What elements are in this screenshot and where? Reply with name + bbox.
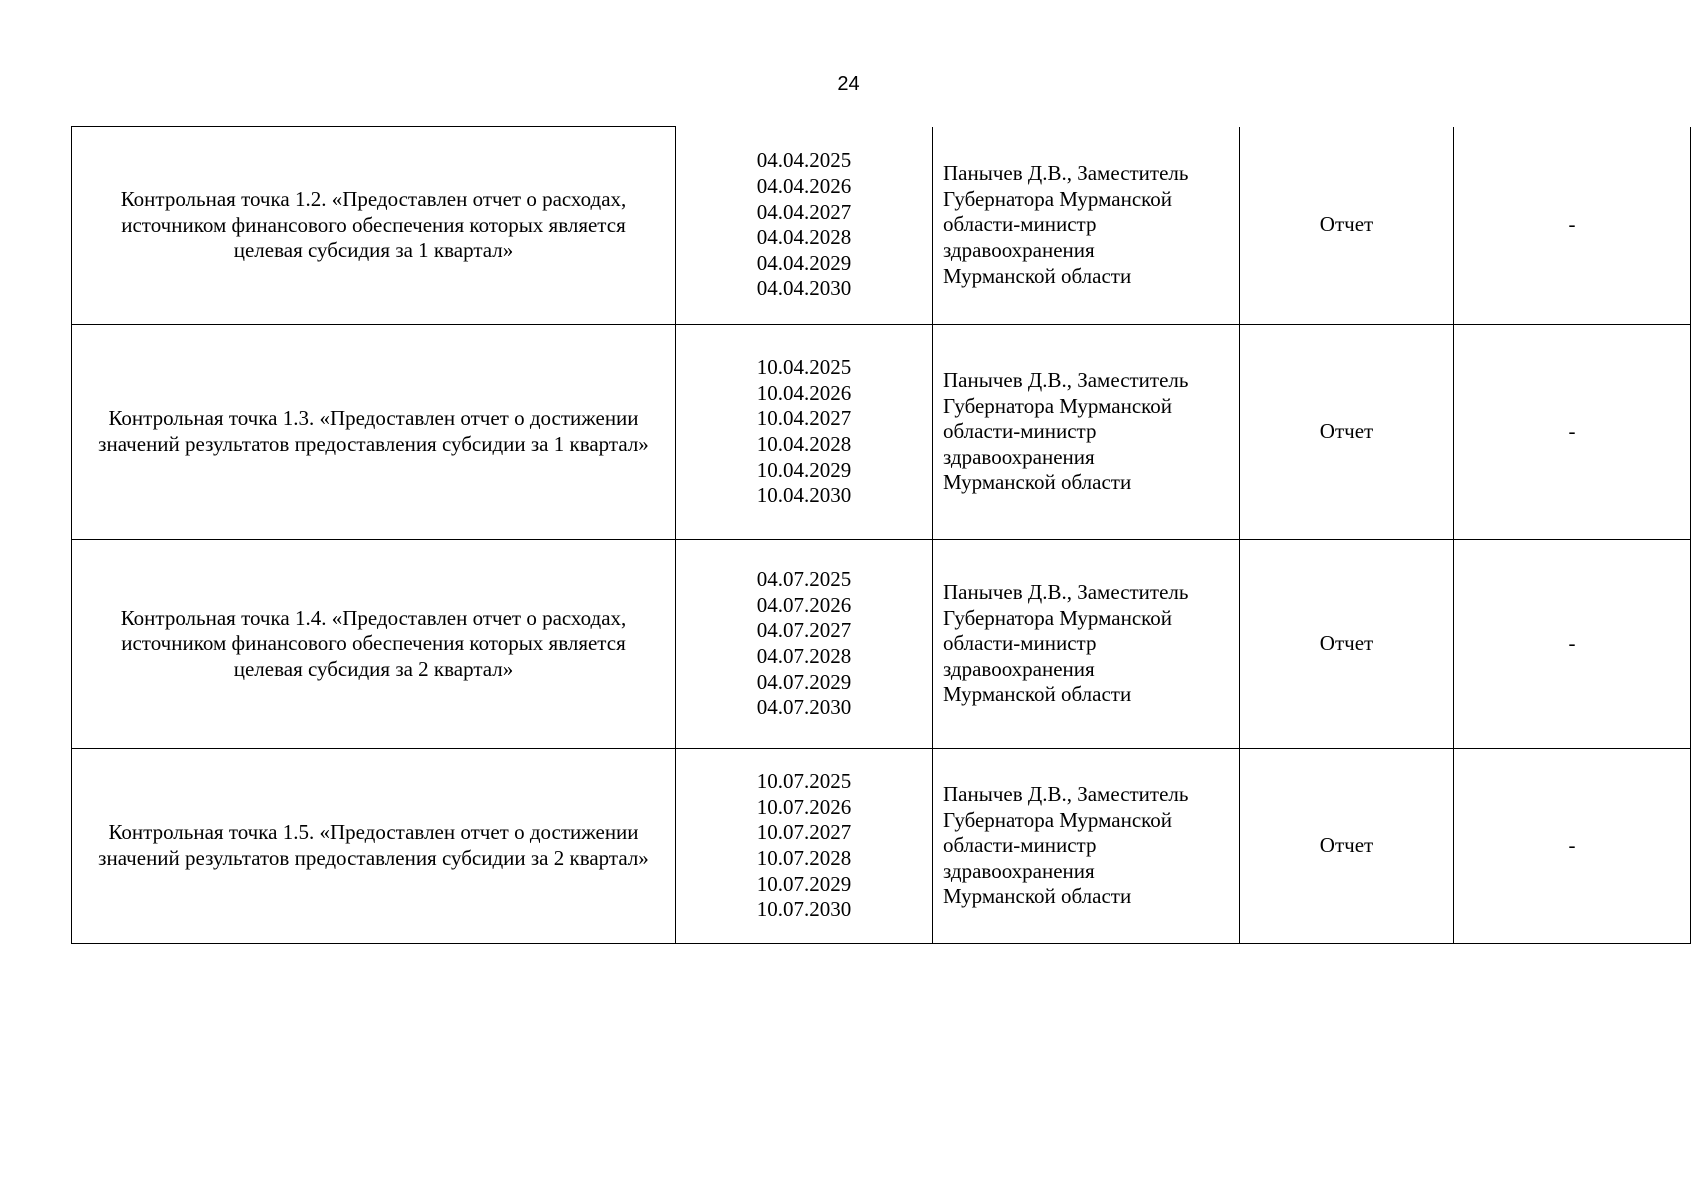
responsible-line: здравоохранения <box>943 858 1095 883</box>
date: 04.07.2026 <box>756 592 852 617</box>
note: - <box>1454 749 1691 944</box>
responsible-line: области-министр <box>943 631 1097 656</box>
control-points-table <box>71 126 1691 944</box>
date: 10.07.2027 <box>756 820 852 845</box>
responsible-line: здравоохранения <box>943 444 1095 469</box>
responsible-line: Мурманской области <box>943 263 1132 288</box>
deadline-dates <box>676 127 933 325</box>
document-type: Отчет <box>1240 127 1454 325</box>
date: 10.07.2029 <box>756 871 852 896</box>
table-row <box>72 749 1691 944</box>
date: 04.04.2030 <box>756 276 852 301</box>
responsible-line: области-министр <box>943 212 1097 237</box>
note: - <box>1454 127 1691 325</box>
date: 10.07.2028 <box>756 846 852 870</box>
date: 10.07.2026 <box>756 794 852 819</box>
document-type: Отчет <box>1240 325 1454 540</box>
date: 04.04.2025 <box>756 148 852 173</box>
table-row <box>72 127 1691 325</box>
deadline-dates <box>676 540 933 749</box>
responsible-line: здравоохранения <box>943 238 1095 263</box>
date: 04.07.2025 <box>756 567 852 592</box>
responsible-person <box>933 127 1240 325</box>
control-point-name: Контрольная точка 1.2. «Предоставлен отчет о расходах, источником финансового обеспечения которых является целевая субсидия за 1 квартал» <box>72 127 676 325</box>
date: 04.04.2029 <box>756 250 852 275</box>
document-type: Отчет <box>1240 540 1454 749</box>
date: 04.04.2028 <box>756 225 852 250</box>
responsible-line: Панычев Д.В., Заместитель <box>943 782 1189 807</box>
date: 04.07.2027 <box>756 618 852 643</box>
table-row <box>72 325 1691 540</box>
responsible-person <box>933 325 1240 540</box>
date: 10.07.2025 <box>756 769 852 794</box>
document-type: Отчет <box>1240 749 1454 944</box>
responsible-line: Панычев Д.В., Заместитель <box>943 161 1189 186</box>
responsible-person <box>933 540 1240 749</box>
responsible-line: Губернатора Мурманской <box>943 393 1173 418</box>
control-point-name: Контрольная точка 1.5. «Предоставлен отчет о достижении значений результатов предоставления субсидии за 2 квартал» <box>72 749 676 944</box>
date: 10.07.2030 <box>756 897 852 922</box>
responsible-line: Мурманской области <box>943 470 1132 495</box>
date: 04.04.2027 <box>756 199 852 224</box>
date: 10.04.2028 <box>756 432 852 456</box>
note: - <box>1454 325 1691 540</box>
control-point-name: Контрольная точка 1.3. «Предоставлен отчет о достижении значений результатов предоставления субсидии за 1 квартал» <box>72 325 676 540</box>
date: 10.04.2025 <box>756 355 852 380</box>
responsible-person <box>933 749 1240 944</box>
deadline-dates <box>676 325 933 540</box>
date: 10.04.2026 <box>756 380 852 405</box>
note: - <box>1454 540 1691 749</box>
table-row <box>72 540 1691 749</box>
responsible-line: области-министр <box>943 833 1097 858</box>
date: 04.07.2029 <box>756 669 852 694</box>
responsible-line: здравоохранения <box>943 656 1095 681</box>
date: 04.07.2028 <box>756 644 852 668</box>
responsible-line: Панычев Д.В., Заместитель <box>943 368 1189 393</box>
date: 10.04.2029 <box>756 457 852 482</box>
responsible-line: Губернатора Мурманской <box>943 605 1173 630</box>
deadline-dates <box>676 749 933 944</box>
date: 10.04.2030 <box>756 483 852 508</box>
responsible-line: Панычев Д.В., Заместитель <box>943 580 1189 605</box>
responsible-line: Губернатора Мурманской <box>943 807 1173 832</box>
responsible-line: области-министр <box>943 419 1097 444</box>
responsible-line: Мурманской области <box>943 682 1132 707</box>
date: 04.07.2030 <box>756 695 852 720</box>
date: 04.04.2026 <box>756 174 852 199</box>
page-number: 24 <box>837 73 860 95</box>
date: 10.04.2027 <box>756 406 852 431</box>
responsible-line: Губернатора Мурманской <box>943 186 1173 211</box>
responsible-line: Мурманской области <box>943 884 1132 909</box>
control-point-name: Контрольная точка 1.4. «Предоставлен отчет о расходах, источником финансового обеспечения которых является целевая субсидия за 2 квартал» <box>72 540 676 749</box>
